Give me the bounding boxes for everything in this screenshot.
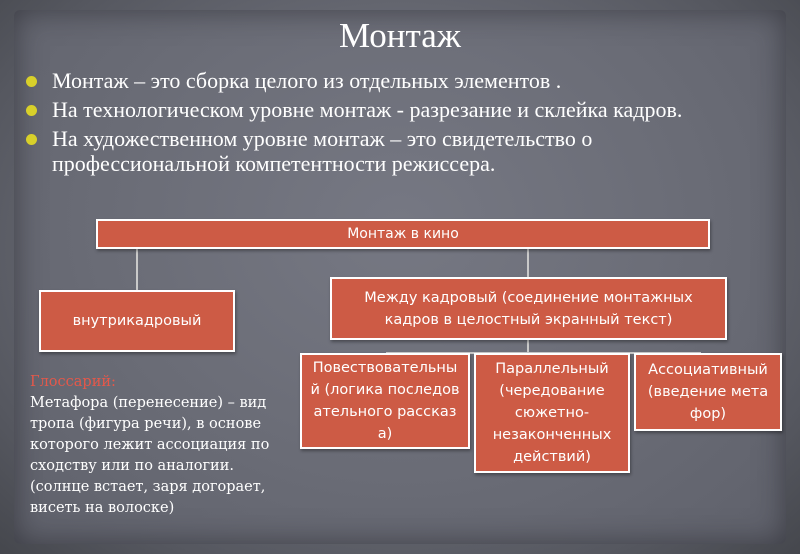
associative-box xyxy=(634,353,782,431)
bullet-item xyxy=(26,126,756,176)
root-box-label: Монтаж в кино xyxy=(347,226,459,242)
bullet-item xyxy=(26,97,756,122)
connector-root-right xyxy=(527,248,529,278)
bullet-item xyxy=(26,68,756,93)
associative-box-label: Ассоциативный (введение метафор) xyxy=(647,362,769,422)
root-box xyxy=(96,219,710,249)
bullet-text: На художественном уровне монтаж – это свидетельство о профессиональной компетентности режиссера. xyxy=(52,126,593,176)
parallel-box xyxy=(474,353,630,473)
interframe-box-label: Между кадровый (соединение монтажных кадров в целостный экранный текст) xyxy=(364,289,693,328)
bullet-dot-icon xyxy=(26,105,37,116)
narrative-box xyxy=(300,353,470,449)
slide-title: Монтаж xyxy=(339,16,461,55)
glossary xyxy=(30,372,292,519)
bullet-text: Монтаж – это сборка целого из отдельных элементов . xyxy=(52,68,562,93)
intraframe-box-label: внутрикадровый xyxy=(72,313,202,329)
connector-right-down xyxy=(527,339,529,353)
connector-root-left xyxy=(136,248,138,292)
bullet-dot-icon xyxy=(26,134,37,145)
glossary-heading: Глоссарий: xyxy=(30,374,116,390)
parallel-box-label: Параллельный (чередование сюжетно-незаконченных действий) xyxy=(492,361,612,465)
intraframe-box xyxy=(39,290,235,352)
bullet-text: На технологическом уровне монтаж - разрезание и склейка кадров. xyxy=(52,97,683,122)
narrative-box-label: Повествовательный (логика последовательного рассказа) xyxy=(310,360,460,442)
glossary-text: Метафора (перенесение) – вид тропа (фигура речи), в основе которого лежит ассоциация по сходству или по аналогии. (солнце встает, заря догорает, висеть на волоске) xyxy=(30,395,270,516)
bullet-list xyxy=(26,68,756,180)
interframe-box xyxy=(330,277,727,340)
bullet-dot-icon xyxy=(26,76,37,87)
